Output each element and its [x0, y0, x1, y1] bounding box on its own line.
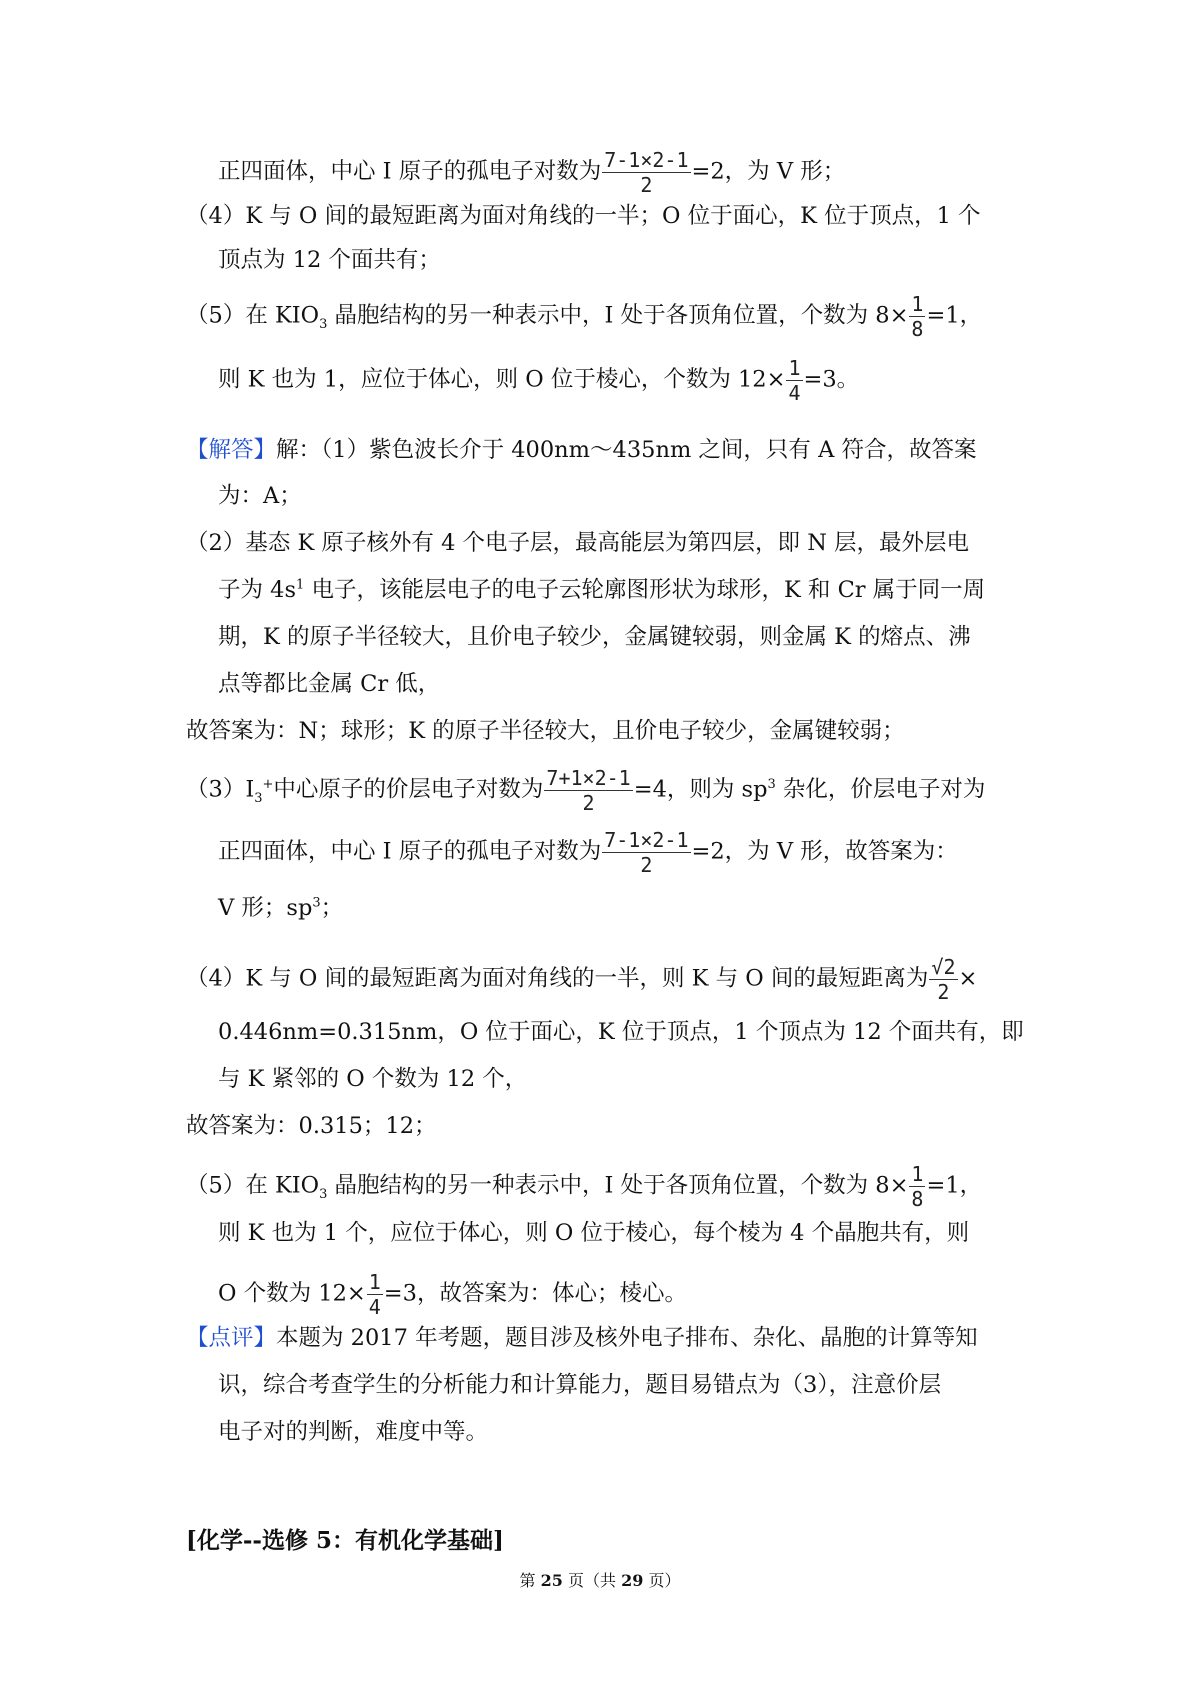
fraction — [909, 292, 925, 341]
footer-text: 页） — [643, 1571, 681, 1590]
text-line — [186, 1323, 978, 1353]
footer-text: 页（共 — [562, 1571, 622, 1590]
text-run: =2，为 V 形，故答案为： — [691, 838, 958, 865]
text-run: =3。 — [803, 366, 860, 393]
text-line — [218, 575, 985, 605]
text-run: =4，则为 sp — [633, 776, 768, 803]
text-run: 晶胞结构的另一种表示中，I 处于各顶角位置，个数为 8× — [327, 1172, 909, 1199]
superscript: 3 — [767, 777, 776, 792]
subscript: 3 — [254, 791, 263, 806]
text-run: 则 K 也为 1，应位于体心，则 O 位于棱心，个数为 12× — [218, 366, 786, 393]
text-run: 子为 4s — [218, 577, 297, 603]
text-line: 识，综合考查学生的分析能力和计算能力，题目易错点为（3），注意价层 — [218, 1372, 942, 1398]
text-run: V 形；sp — [218, 895, 313, 921]
fraction — [786, 356, 802, 405]
fraction-denominator: 2 — [640, 853, 653, 877]
fraction-numerator: 7-1×2-1 — [604, 828, 689, 852]
page-number: 25 — [540, 1571, 563, 1590]
text-line — [218, 828, 958, 877]
text-run: （4）K 与 O 间的最短距离为面对角线的一半，则 K 与 O 间的最短距离为 — [186, 965, 929, 992]
text-run: O 个数为 12× — [218, 1280, 366, 1307]
text-line — [218, 1270, 687, 1319]
subscript: 3 — [319, 317, 328, 332]
superscript: 3 — [312, 895, 321, 911]
fraction-denominator: 2 — [582, 791, 595, 815]
text-line: 为：A； — [218, 483, 302, 509]
text-run: 正四面体，中心 I 原子的孤电子对数为 — [218, 158, 602, 185]
fraction-denominator: 4 — [368, 1295, 381, 1319]
superscript: 1 — [296, 577, 305, 593]
page-total: 29 — [621, 1571, 644, 1590]
superscript: + — [262, 777, 274, 792]
fraction-numerator: 1 — [911, 292, 924, 316]
page-footer — [0, 1571, 1200, 1591]
text-run: 本题为 2017 年考题，题目涉及核外电子排布、杂化、晶胞的计算等知 — [276, 1325, 978, 1351]
text-run: =3，故答案为：体心；棱心。 — [383, 1280, 687, 1307]
text-line: 顶点为 12 个面共有； — [218, 247, 441, 273]
fraction-denominator: 4 — [788, 381, 801, 405]
fraction-denominator: 2 — [937, 980, 950, 1004]
text-run: 中心原子的价层电子对数为 — [273, 776, 544, 803]
fraction-numerator: 7+1×2-1 — [546, 766, 631, 790]
text-line — [218, 148, 845, 197]
text-line — [186, 292, 982, 341]
text-line: 电子对的判断，难度中等。 — [218, 1419, 489, 1445]
fraction — [602, 148, 690, 197]
fraction — [929, 955, 957, 1004]
answer-tag: 【解答】 — [186, 437, 277, 463]
fraction — [367, 1270, 383, 1319]
text-run: 晶胞结构的另一种表示中，I 处于各顶角位置，个数为 8× — [327, 302, 909, 329]
text-line — [218, 356, 859, 405]
text-run: 解：（1）紫色波长介于 400nm～435nm 之间，只有 A 符合，故答案 — [276, 437, 977, 463]
text-run: （5）在 KIO — [186, 1172, 320, 1199]
text-run: 电子，该能层电子的电子云轮廓图形状为球形，K 和 Cr 属于同一周 — [304, 577, 986, 603]
text-run: （3）I — [186, 776, 255, 803]
text-line: 与 K 紧邻的 O 个数为 12 个， — [218, 1066, 528, 1092]
text-line: 故答案为：N；球形；K 的原子半径较大，且价电子较少，金属键较弱； — [186, 718, 905, 744]
fraction — [544, 766, 632, 815]
text-run: =1， — [926, 302, 983, 329]
text-run: 正四面体，中心 I 原子的孤电子对数为 — [218, 838, 602, 865]
text-line — [186, 766, 985, 815]
fraction-denominator: 2 — [640, 173, 653, 197]
text-line — [186, 1162, 982, 1211]
text-line: （2）基态 K 原子核外有 4 个电子层，最高能层为第四层，即 N 层，最外层电 — [186, 530, 970, 556]
text-line — [186, 955, 977, 1004]
text-run: × — [958, 965, 978, 992]
text-line: 期，K 的原子半径较大，且价电子较少，金属键较弱，则金属 K 的熔点、沸 — [218, 624, 971, 650]
fraction — [909, 1162, 925, 1211]
text-run: （5）在 KIO — [186, 302, 320, 329]
text-line: （4）K 与 O 间的最短距离为面对角线的一半；O 位于面心，K 位于顶点，1 个 — [186, 203, 981, 229]
text-line: 则 K 也为 1 个，应位于体心，则 O 位于棱心，每个棱为 4 个晶胞共有，则 — [218, 1220, 970, 1246]
text-run: 杂化，价层电子对为 — [775, 776, 986, 803]
section-heading: [化学--选修 5：有机化学基础] — [186, 1527, 504, 1554]
comment-tag: 【点评】 — [186, 1325, 277, 1351]
text-run: ； — [320, 895, 344, 921]
fraction-numerator: 1 — [368, 1270, 381, 1294]
text-line: 0.446nm=0.315nm，O 位于面心，K 位于顶点，1 个顶点为 12 个面共有，即 — [218, 1019, 1024, 1045]
fraction-numerator: 7-1×2-1 — [604, 148, 689, 172]
fraction — [602, 828, 690, 877]
fraction-numerator: √2 — [931, 955, 956, 979]
subscript: 3 — [319, 1187, 328, 1202]
fraction-numerator: 1 — [911, 1162, 924, 1186]
fraction-denominator: 8 — [911, 317, 924, 341]
text-line: 点等都比金属 Cr 低， — [218, 671, 441, 697]
fraction-denominator: 8 — [911, 1187, 924, 1211]
text-line — [186, 435, 976, 465]
text-line — [218, 893, 343, 923]
fraction-numerator: 1 — [788, 356, 801, 380]
text-line: 故答案为：0.315；12； — [186, 1113, 437, 1139]
text-run: =2，为 V 形； — [691, 158, 846, 185]
text-run: =1， — [926, 1172, 983, 1199]
footer-text: 第 — [519, 1571, 541, 1590]
